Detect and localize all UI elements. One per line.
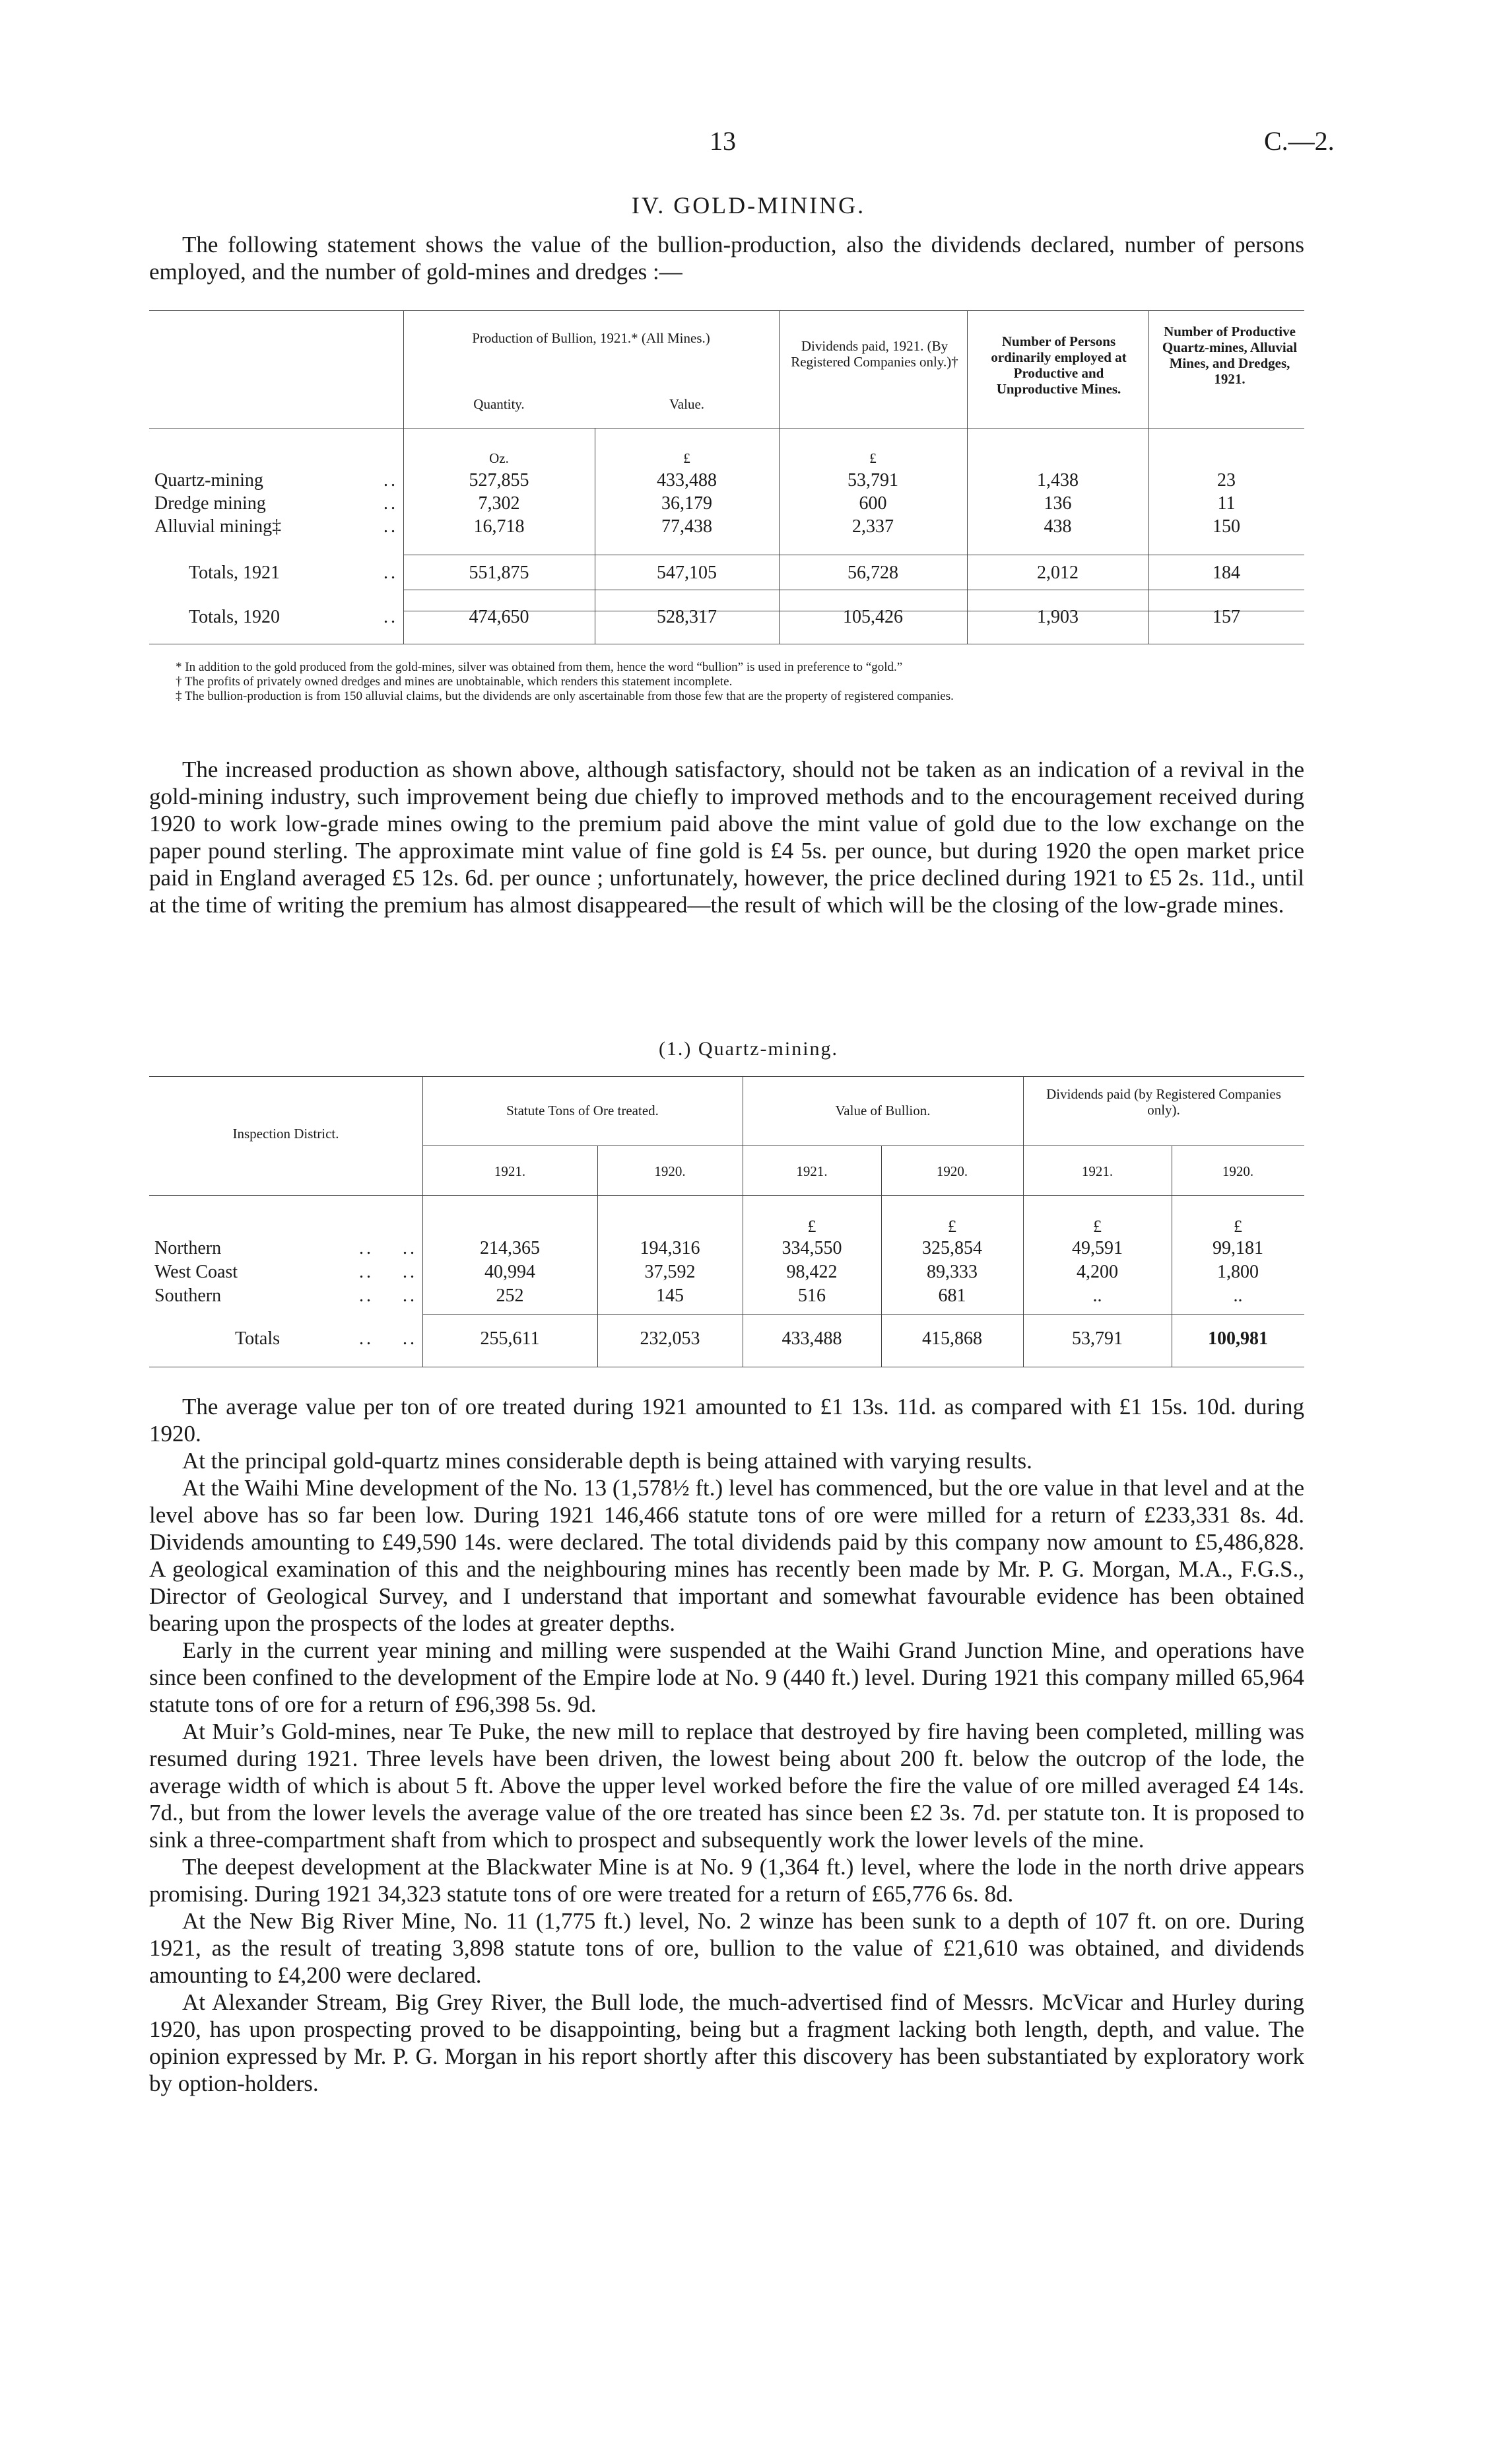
year-header: 1920. — [936, 1163, 968, 1179]
cell-ore-1921: 40,994 — [484, 1262, 535, 1282]
cell-ore-1921: 214,365 — [480, 1238, 540, 1258]
cell-div-1920: 99,181 — [1213, 1238, 1263, 1258]
cell-persons: 1,438 — [1037, 470, 1079, 491]
table-row — [149, 469, 1304, 492]
currency-unit: £ — [807, 1217, 816, 1236]
row-label: Totals .. .. — [235, 1328, 417, 1349]
cell-quantity: 16,718 — [473, 516, 525, 537]
cell-ore-1920: 194,316 — [640, 1238, 700, 1258]
production-header: Production of Bullion, 1921.* (All Mines.) — [472, 330, 710, 346]
cell-ore-1921: 255,611 — [480, 1328, 540, 1349]
paragraph: At the New Big River Mine, No. 11 (1,775 ft.) level, No. 2 winze has been sunk to a depth of 107 ft. on ore. During 1921, as the result of treating 3,898 statute tons of ore, bullion to the value of £21,610 was obtained, and dividends amounting to £4,200 were declared. — [149, 1908, 1304, 1988]
cell-dividends: 600 — [859, 493, 887, 514]
cell-bullion-1920: 89,333 — [927, 1262, 978, 1282]
section-title: IV. GOLD-MINING. — [631, 192, 866, 219]
footnotes — [149, 660, 1304, 704]
row-label: Totals, 1921 .. — [189, 563, 398, 583]
row-label: West Coast .. .. — [154, 1262, 417, 1282]
cell-mines: 23 — [1217, 470, 1236, 491]
year-header: 1920. — [654, 1163, 686, 1179]
table-row — [149, 1237, 1304, 1260]
cell-bullion-1920: 325,854 — [922, 1238, 982, 1258]
cell-div-1920: 100,981 — [1208, 1328, 1268, 1349]
footnote: ‡ The bullion-production is from 150 alluvial claims, but the dividends are only ascertainable from those few that are the property of registered companies. — [176, 689, 954, 703]
document-reference: C.—2. — [1264, 126, 1335, 156]
quantity-header: Quantity. — [473, 396, 525, 412]
cell-div-1921: 49,591 — [1072, 1238, 1123, 1258]
dividends-header: Dividends paid, 1921. (By Registered Companies only.)† — [791, 338, 958, 370]
mines-header: Number of Productive Quartz-mines, Alluvial Mines, and Dredges, 1921. — [1162, 324, 1298, 387]
paragraph: At Alexander Stream, Big Grey River, the Bull lode, the much-advertised find of Messrs. McVicar and Hurley during 1920, has upon prospecting proved to be disappointing, being but a fragment lacking both length, depth, and value. The opinion expressed by Mr. P. G. Morgan in his report shortly after this discovery has been substantiated by exploratory work by option-holders. — [149, 1989, 1304, 2096]
body-text — [149, 1393, 1304, 2097]
value-unit: £ — [683, 450, 690, 466]
totals-1921-row — [149, 560, 1304, 586]
year-header: 1920. — [1222, 1163, 1254, 1179]
subsection-title: (1.) Quartz-mining. — [658, 1038, 839, 1060]
cell-div-1920: 1,800 — [1217, 1262, 1259, 1282]
year-header: 1921. — [796, 1163, 828, 1179]
cell-bullion-1921: 98,422 — [786, 1262, 838, 1282]
cell-div-1921: 4,200 — [1077, 1262, 1118, 1282]
cell-persons: 438 — [1044, 516, 1072, 537]
bullion-header: Value of Bullion. — [835, 1103, 931, 1118]
cell-value: 77,438 — [661, 516, 712, 537]
quantity-unit: Oz. — [489, 450, 509, 466]
cell-quantity: 551,875 — [469, 563, 529, 583]
cell-div-1920: .. — [1233, 1285, 1243, 1306]
cell-bullion-1920: 681 — [938, 1285, 966, 1306]
paragraph: At the Waihi Mine development of the No. 13 (1,578½ ft.) level has commenced, but the ore value in that level and at the level above has so far been low. During 1921 146,466 statute tons of ore were milled for a return of £233,331 8s. 4d. Dividends amounting to £49,590 14s. were declared. The total dividends paid by this company now amount to £5,486,828. A geological examination of this and the neighbouring mines has recently been made by Mr. P. G. Morgan, M.A., F.G.S., Director of Geological Survey, and I understand that important and somewhat favourable evidence has been obtained bearing upon the prospects of the lodes at greater depths. — [149, 1475, 1304, 1636]
dividends-unit: £ — [869, 450, 877, 466]
table2-body — [149, 1237, 1304, 1308]
cell-bullion-1921: 334,550 — [782, 1238, 842, 1258]
dividends-header: Dividends paid (by Registered Companies only). — [1046, 1086, 1281, 1118]
district-header: Inspection District. — [232, 1126, 339, 1142]
row-label: Northern .. .. — [154, 1238, 417, 1258]
cell-ore-1920: 232,053 — [640, 1328, 700, 1349]
cell-value: 36,179 — [661, 493, 712, 514]
cell-bullion-1921: 516 — [798, 1285, 826, 1306]
cell-dividends: 2,337 — [852, 516, 894, 537]
table-row — [149, 1260, 1304, 1284]
paragraph: The deepest development at the Blackwater Mine is at No. 9 (1,364 ft.) level, where the lode in the north drive appears promising. During 1921 34,323 statute tons of ore were treated for a return of £65,776 6s. 8d. — [149, 1854, 1304, 1907]
table-row — [149, 492, 1304, 515]
paragraph: At the principal gold-quartz mines considerable depth is being attained with varying results. — [182, 1448, 1032, 1474]
cell-dividends: 105,426 — [843, 607, 903, 627]
cell-value: 547,105 — [657, 563, 717, 583]
row-label: Quartz-mining .. — [154, 470, 398, 491]
cell-value: 528,317 — [657, 607, 717, 627]
cell-mines: 157 — [1213, 607, 1240, 627]
cell-mines: 150 — [1213, 516, 1240, 537]
footnote: † The profits of privately owned dredges and mines are unobtainable, which renders this statement incomplete. — [176, 675, 733, 689]
ore-header: Statute Tons of Ore treated. — [506, 1103, 659, 1118]
cell-bullion-1921: 433,488 — [782, 1328, 842, 1349]
persons-header: Number of Persons ordinarily employed at Productive and Unproductive Mines. — [991, 333, 1127, 397]
table2-totals — [149, 1326, 1304, 1352]
footnote: * In addition to the gold produced from the gold-mines, silver was obtained from them, hence the word “bullion” is used in preference to “gold.” — [176, 660, 903, 674]
year-header: 1921. — [1081, 1163, 1114, 1179]
cell-quantity: 527,855 — [469, 470, 529, 491]
currency-unit: £ — [948, 1217, 956, 1236]
cell-div-1921: .. — [1092, 1285, 1102, 1306]
table-row — [149, 1284, 1304, 1308]
cell-persons: 2,012 — [1037, 563, 1079, 583]
cell-persons: 1,903 — [1037, 607, 1079, 627]
table1-totals-1920 — [149, 604, 1304, 631]
table1-totals — [149, 560, 1304, 586]
row-label: Alluvial mining‡ .. — [154, 516, 398, 537]
cell-ore-1921: 252 — [496, 1285, 524, 1306]
cell-quantity: 7,302 — [478, 493, 520, 514]
cell-quantity: 474,650 — [469, 607, 529, 627]
row-label: Southern .. .. — [154, 1285, 417, 1306]
cell-persons: 136 — [1044, 493, 1072, 514]
paragraph: At Muir’s Gold-mines, near Te Puke, the new mill to replace that destroyed by fire having been completed, milling was resumed during 1921. Three levels have been driven, the lowest being about 200 ft. below the outcrop of the lode, the average width of which is about 5 ft. Above the upper level worked before the fire the value of ore milled averaged £4 14s. 7d., but from the lower levels the average value of the ore treated has since been £2 3s. 7d. per statute ton. It is proposed to sink a three-compartment shaft from which to prospect and subsequently work the lower levels of the mine. — [149, 1719, 1304, 1853]
page-number: 13 — [710, 126, 736, 156]
cell-dividends: 56,728 — [848, 563, 898, 583]
table-row — [149, 515, 1304, 538]
totals-1920-row — [149, 604, 1304, 631]
row-label: Dredge mining .. — [154, 493, 398, 514]
row-label: Totals, 1920 .. — [189, 607, 398, 627]
year-header: 1921. — [494, 1163, 526, 1179]
paragraph: The average value per ton of ore treated during 1921 amounted to £1 13s. 11d. as compared with £1 15s. 10d. during 1920. — [149, 1394, 1304, 1447]
cell-value: 433,488 — [657, 470, 717, 491]
cell-dividends: 53,791 — [848, 470, 898, 491]
currency-unit: £ — [1093, 1217, 1102, 1236]
cell-bullion-1920: 415,868 — [922, 1328, 982, 1349]
currency-unit: £ — [1234, 1217, 1242, 1236]
cell-ore-1920: 37,592 — [644, 1262, 696, 1282]
intro-paragraph: The following statement shows the value of the bullion-production, also the dividends declared, number of persons employed, and the number of gold-mines and dredges :— — [149, 232, 1304, 285]
cell-mines: 11 — [1217, 493, 1236, 514]
totals-row — [149, 1326, 1304, 1352]
paragraph: Early in the current year mining and milling were suspended at the Waihi Grand Junction Mine, and operations have since been confined to the development of the Empire lode at No. 9 (440 ft.) level. During 1921 this company milled 65,964 statute tons of ore for a return of £96,398 5s. 9d. — [149, 1637, 1304, 1717]
table1-body — [149, 469, 1304, 538]
cell-mines: 184 — [1213, 563, 1240, 583]
cell-div-1921: 53,791 — [1072, 1328, 1123, 1349]
value-header: Value. — [669, 396, 705, 412]
increase-paragraph: The increased production as shown above, although satisfactory, should not be taken as an indication of a revival in the gold-mining industry, such improvement being due chiefly to improved methods and to the encouragement received during 1920 to work low-grade mines owing to the premium paid above the mint value of gold due to the low exchange on the paper pound sterling. The approximate mint value of fine gold is £4 5s. per ounce, but during 1920 the open market price paid in England averaged £5 12s. 6d. per ounce ; unfortunately, however, the price declined during 1921 to £5 2s. 11d., until at the time of writing the premium has almost disappeared—the result of which will be the closing of the low-grade mines. — [149, 757, 1304, 918]
cell-ore-1920: 145 — [656, 1285, 684, 1306]
